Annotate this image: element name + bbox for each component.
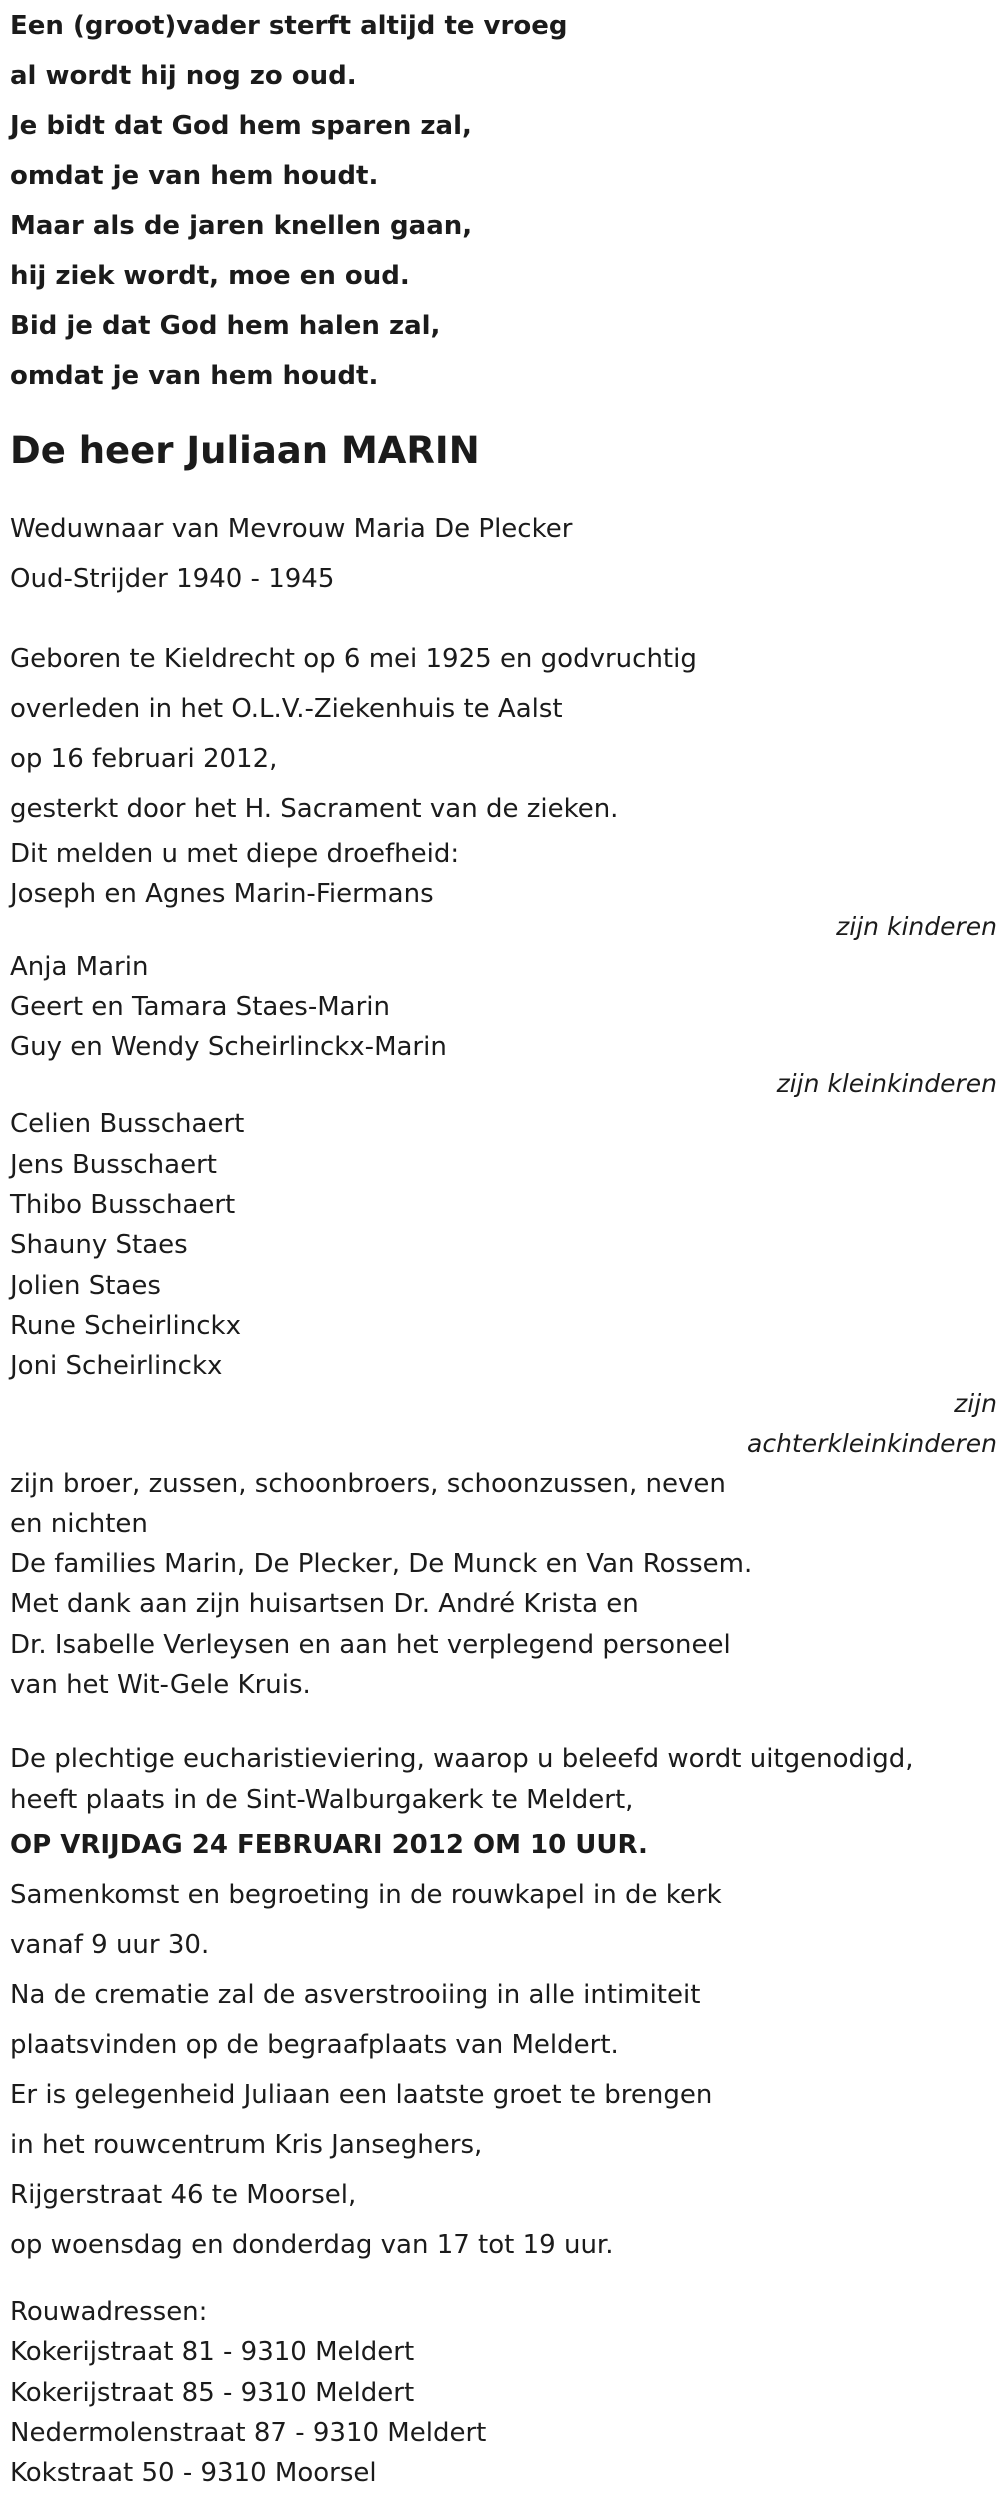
grandchild-line: Anja Marin [10, 951, 149, 982]
family-more [10, 1464, 990, 1706]
addresses-label: Rouwadressen: [10, 2296, 208, 2327]
poem [10, 1, 990, 401]
children-role: zijn kinderen [836, 911, 997, 941]
details [10, 1870, 990, 2270]
address-line: Kokerijstraat 81 - 9310 Meldert [10, 2337, 415, 2368]
detail-line: vanaf 9 uur 30. [10, 1929, 210, 1960]
children-line: Joseph en Agnes Marin-Fiermans [10, 879, 434, 910]
address-line: Kokerijstraat 85 - 9310 Meldert [10, 2377, 415, 2408]
family-line: van het Wit-Gele Kruis. [10, 1670, 311, 1701]
family-line: en nichten [10, 1508, 148, 1539]
great-grandchild-line: Jens Busschaert [10, 1149, 217, 1180]
deceased-name-heading: De heer Juliaan MARIN [10, 429, 480, 472]
detail-line: Er is gelegenheid Juliaan een laatste groet te brengen [10, 2079, 713, 2110]
grandchildren-role: zijn kleinkinderen [776, 1069, 997, 1099]
poem-line: omdat je van hem houdt. [10, 361, 379, 391]
poem-line: omdat je van hem houdt. [10, 161, 379, 191]
great-grandchild-line: Joni Scheirlinckx [10, 1351, 223, 1382]
detail-line: in het rouwcentrum Kris Janseghers, [10, 2129, 483, 2160]
great-grandchild-line: Celien Busschaert [10, 1109, 245, 1140]
birth-death-line: op 16 februari 2012, [10, 744, 278, 774]
poem-line: Bid je dat God hem halen zal, [10, 311, 441, 341]
detail-line: Samenkomst en begroeting in de rouwkapel in de kerk [10, 1879, 722, 1910]
detail-line: Rijgerstraat 46 te Moorsel, [10, 2179, 357, 2210]
ceremony [10, 1739, 990, 1870]
great-grandchildren-role: zijn [954, 1388, 997, 1418]
birth-death [10, 634, 990, 834]
great-grandchildren [10, 1104, 990, 1386]
birth-death-line: overleden in het O.L.V.-Ziekenhuis te Aalst [10, 694, 563, 724]
birth-death-line: gesterkt door het H. Sacrament van de zieken. [10, 794, 619, 824]
spacer [10, 1705, 990, 1739]
poem-line: Je bidt dat God hem sparen zal, [10, 111, 472, 141]
spacer [10, 2270, 990, 2292]
grandchild-line: Geert en Tamara Staes-Marin [10, 991, 390, 1022]
announce-line: Dit melden u met diepe droefheid: [10, 839, 460, 869]
great-grandchild-line: Shauny Staes [10, 1230, 188, 1261]
address-line: Nedermolenstraat 87 - 9310 Meldert [10, 2417, 487, 2448]
family-line: Met dank aan zijn huisartsen Dr. André Krista en [10, 1589, 639, 1620]
great-grandchild-line: Jolien Staes [10, 1270, 161, 1301]
detail-line: Na de crematie zal de asverstrooiing in alle intimiteit [10, 1979, 701, 2010]
grandchild-line: Guy en Wendy Scheirlinckx-Marin [10, 1032, 447, 1063]
intro [10, 504, 990, 604]
intro-line: Weduwnaar van Mevrouw Maria De Plecker [10, 514, 573, 544]
detail-line: op woensdag en donderdag van 17 tot 19 uur. [10, 2229, 614, 2260]
notice-content [10, 0, 997, 2493]
birth-death-line: Geboren te Kieldrecht op 6 mei 1925 en godvruchtig [10, 644, 697, 674]
great-grandchildren-role: achterkleinkinderen [747, 1428, 997, 1458]
great-grandchild-line: Thibo Busschaert [10, 1190, 236, 1221]
family-line: zijn broer, zussen, schoonbroers, schoonzussen, neven [10, 1468, 726, 1499]
poem-line: hij ziek wordt, moe en oud. [10, 261, 410, 291]
address-line: Kokstraat 50 - 9310 Moorsel [10, 2458, 377, 2489]
grandchildren [10, 947, 990, 1068]
ceremony-line: heeft plaats in de Sint-Walburgakerk te Meldert, [10, 1784, 634, 1815]
great-grandchild-line: Rune Scheirlinckx [10, 1310, 241, 1341]
spacer [10, 604, 990, 634]
poem-line: Een (groot)vader sterft altijd te vroeg [10, 11, 568, 41]
poem-line: al wordt hij nog zo oud. [10, 61, 357, 91]
addresses [10, 2292, 990, 2493]
family-line: De families Marin, De Plecker, De Munck en Van Rossem. [10, 1549, 753, 1580]
poem-line: Maar als de jaren knellen gaan, [10, 211, 473, 241]
detail-line: plaatsvinden op de begraafplaats van Meldert. [10, 2029, 619, 2060]
ceremony-date: OP VRIJDAG 24 FEBRUARI 2012 OM 10 UUR. [10, 1829, 648, 1860]
ceremony-line: De plechtige eucharistieviering, waarop u beleefd wordt uitgenodigd, [10, 1744, 914, 1775]
family-line: Dr. Isabelle Verleysen en aan het verplegend personeel [10, 1629, 731, 1660]
intro-line: Oud-Strijder 1940 - 1945 [10, 564, 335, 594]
